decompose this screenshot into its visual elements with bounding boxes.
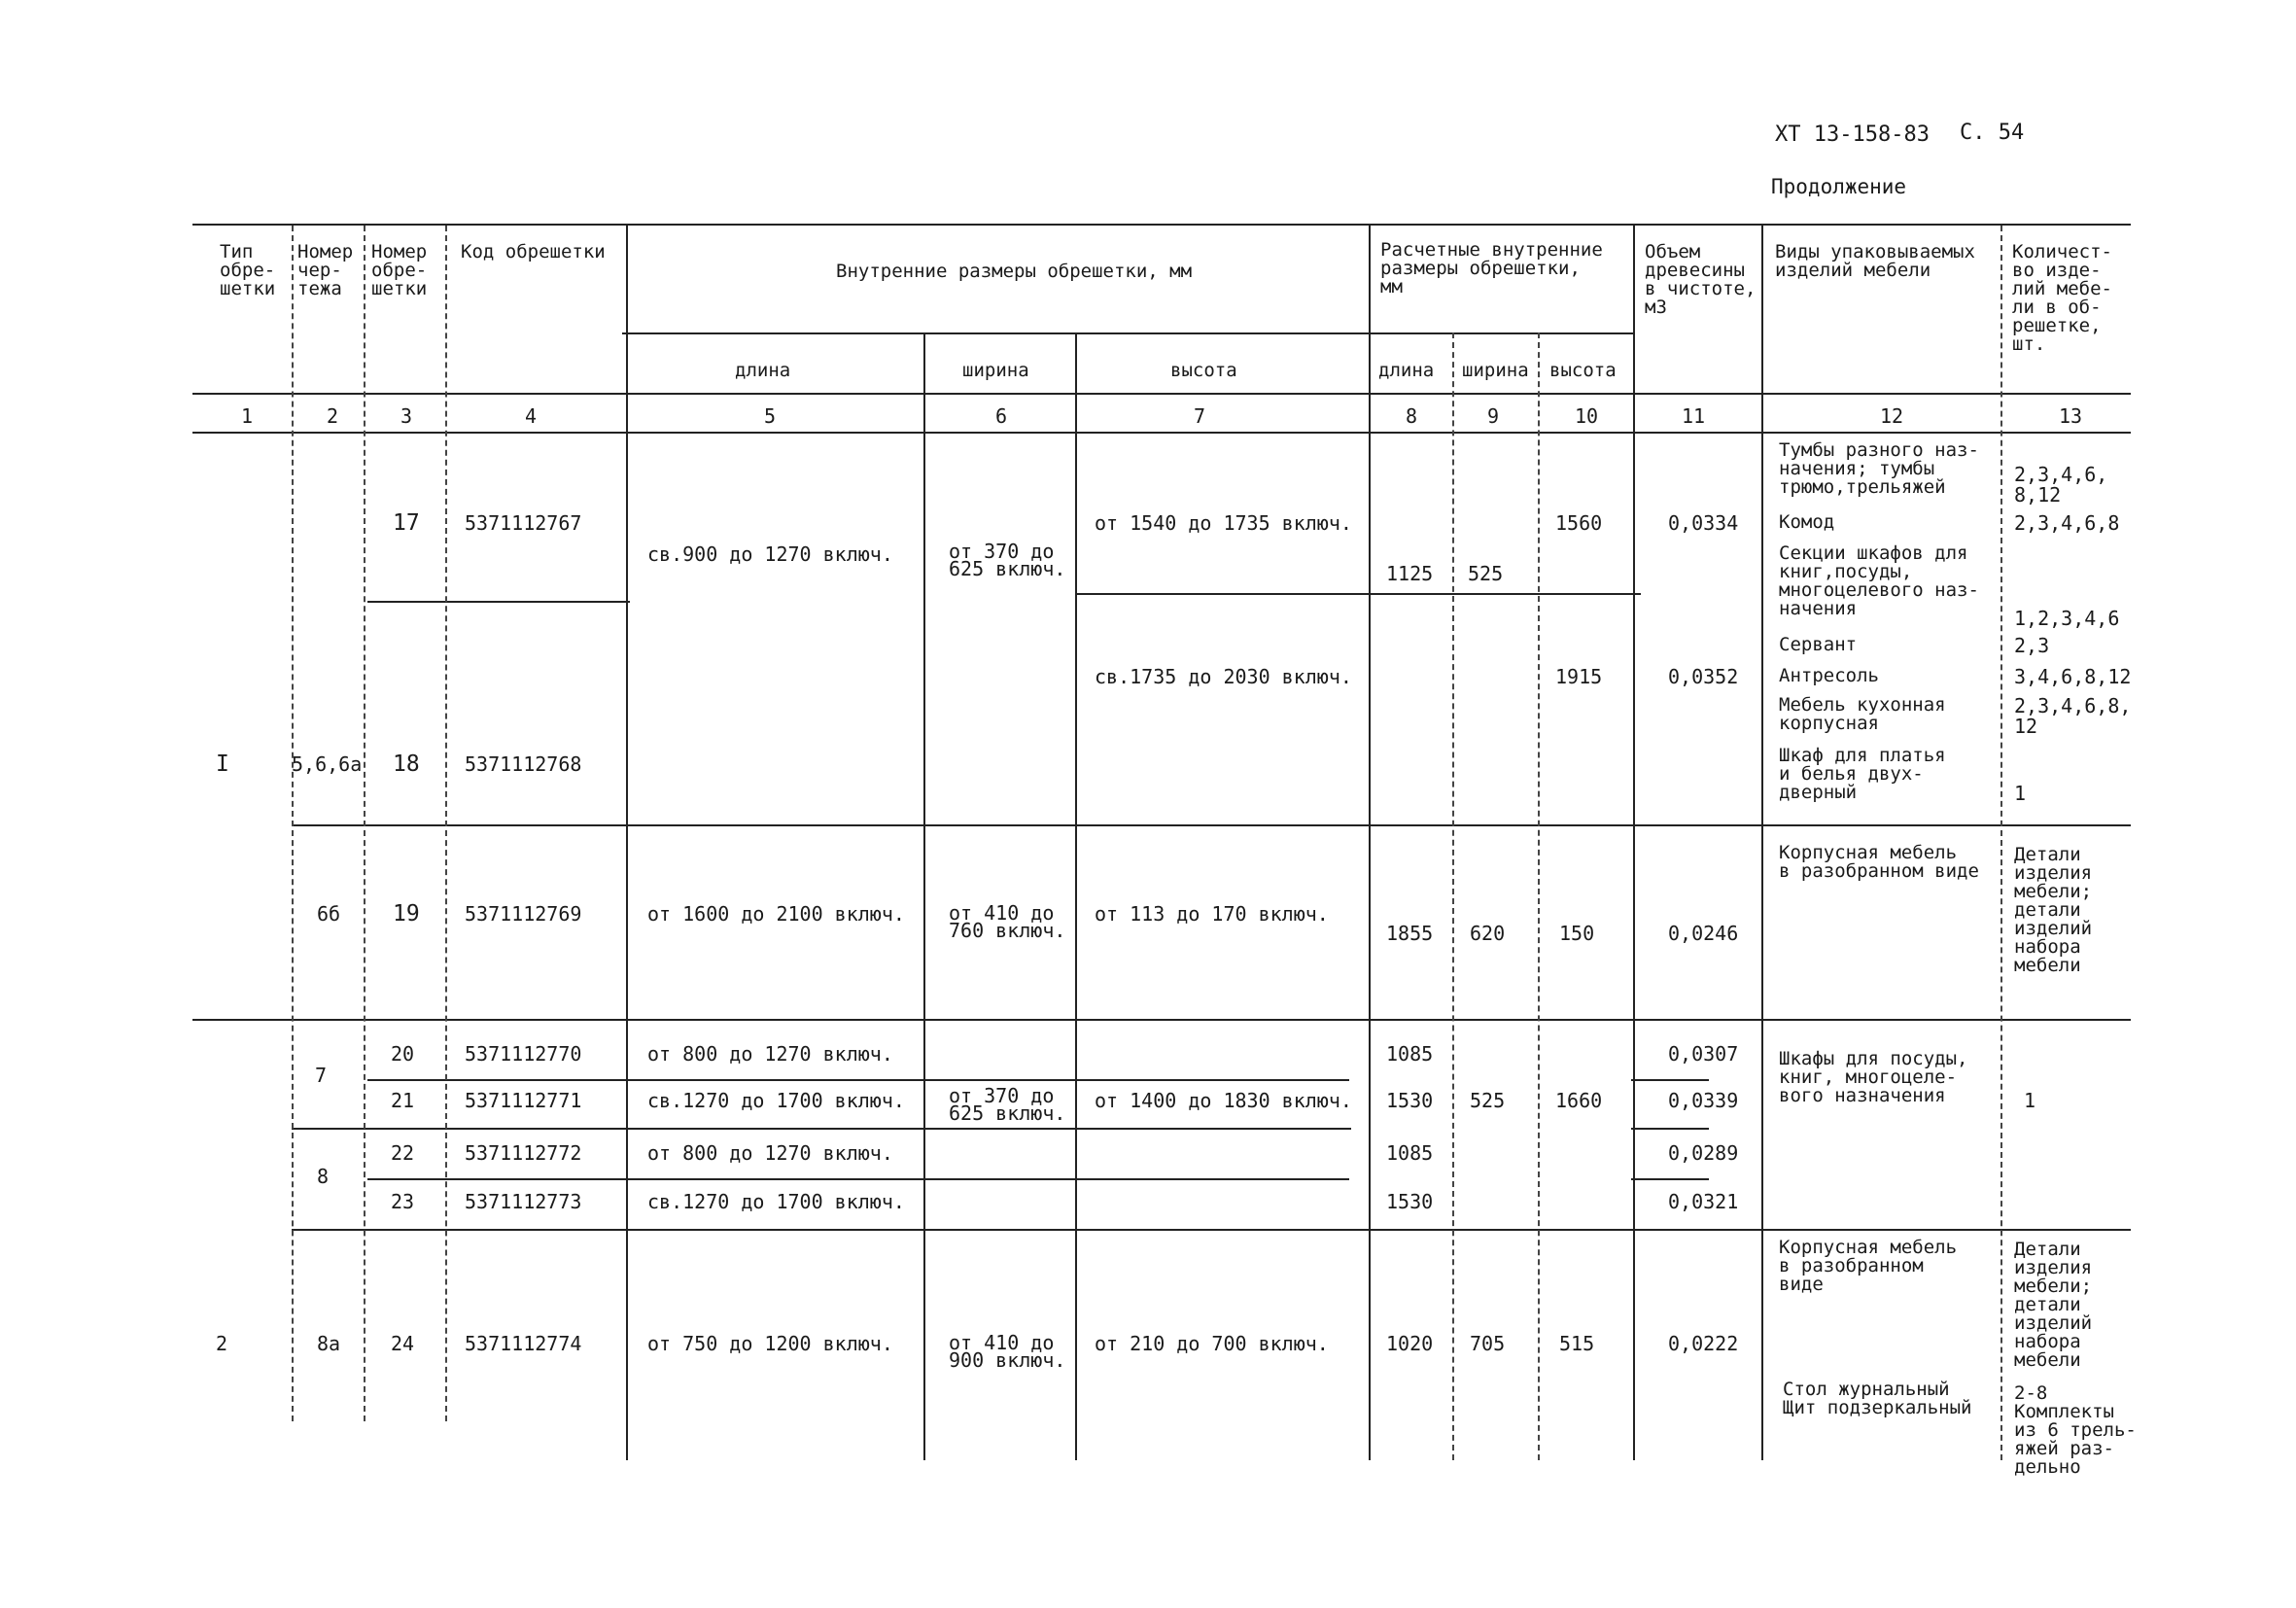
header-furniture-types: Виды упаковываемых изделий мебели [1775,241,1975,281]
furniture-item: Секции шкафов для книг,посуды, многоцелевого наз- начения [1779,542,1979,619]
volume-18: 0,0352 [1668,665,1739,688]
quantity-item: 2,3,4,6, 8,12 [2014,463,2108,507]
quantity-item: 1,2,3,4,6 [2014,607,2120,630]
calc-width-20: 525 [1470,1089,1506,1112]
calc-width-24: 705 [1470,1332,1506,1355]
colnum-7: 7 [1194,404,1206,428]
length-21: св.1270 до 1700 включ. [647,1089,905,1112]
header-drawing-number: Номер чер- тежа [297,241,354,299]
volume-23: 0,0321 [1668,1190,1739,1213]
volume-19: 0,0246 [1668,922,1739,945]
page-number: С. 54 [1960,121,2025,145]
crate-code-24: 5371112774 [465,1332,582,1355]
height-17: от 1540 до 1735 включ. [1095,511,1352,535]
width-19: от 410 до 760 включ. [949,901,1066,942]
volume-24: 0,0222 [1668,1332,1739,1355]
furniture-item-20: Шкафы для посуды, книг, многоцеле- вого назначения [1779,1048,1968,1106]
calc-length-23: 1530 [1386,1190,1434,1213]
crate-code-18: 5371112768 [465,752,582,776]
header-wood-volume: Объем древесины в чистоте, м3 [1645,241,1757,318]
drawing-8: 8 [317,1165,330,1188]
colnum-4: 4 [525,404,538,428]
header-inner-dimensions: Внутренние размеры обрешетки, мм [836,261,1193,282]
height-24: от 210 до 700 включ. [1095,1332,1329,1355]
calc-height-20: 1660 [1555,1089,1603,1112]
height-20: от 1400 до 1830 включ. [1095,1089,1352,1112]
document-code: ХТ 13-158-83 [1775,122,1930,147]
quantity-item: 1 [2014,782,2027,805]
calc-length-22: 1085 [1386,1141,1434,1165]
length-24: от 750 до 1200 включ. [647,1332,893,1355]
header-quantity: Количест- во изде- лий мебе- ли в об- решетке, шт. [2012,241,2112,355]
crate-number-21: 21 [391,1089,415,1112]
width-17: от 370 до 625 включ. [949,540,1066,580]
width-20: от 370 до 625 включ. [949,1084,1066,1125]
drawing-6b: 6б [317,902,341,926]
crate-type-1: I [216,752,229,777]
quantity-item: 2,3,4,6,8 [2014,511,2120,535]
colnum-10: 10 [1575,404,1599,428]
crate-number-20: 20 [391,1042,415,1066]
furniture-item: Сервант [1779,634,1858,655]
colnum-1: 1 [241,404,254,428]
header-calc-dimensions: Расчетные внутренние размеры обрешетки, мм [1380,239,1603,297]
crate-number-24: 24 [391,1332,415,1355]
crate-code-22: 5371112772 [465,1141,582,1165]
calc-width-19: 620 [1470,922,1506,945]
quantity-20: 1 [2024,1089,2036,1112]
calc-height-24: 515 [1559,1332,1595,1355]
calc-width-17: 525 [1468,562,1504,585]
crate-code-21: 5371112771 [465,1089,582,1112]
drawing-8a: 8а [317,1332,341,1355]
volume-21: 0,0339 [1668,1089,1739,1112]
crate-code-20: 5371112770 [465,1042,582,1066]
colnum-9: 9 [1487,404,1500,428]
furniture-item: Антресоль [1779,665,1879,686]
crate-type-2: 2 [216,1332,228,1355]
header-length: длина [735,360,791,381]
length-22: от 800 до 1270 включ. [647,1141,893,1165]
quantity-item: 2,3 [2014,634,2050,657]
header-crate-code: Код обрешетки [461,241,606,262]
colnum-5: 5 [764,404,777,428]
calc-height-17: 1560 [1555,511,1603,535]
furniture-item-19: Корпусная мебель в разобранном виде [1779,842,1979,882]
furniture-item: Тумбы разного наз- начения; тумбы трюмо,трельяжей [1779,439,1979,498]
header-calc-length: длина [1378,360,1435,381]
calc-height-18: 1915 [1555,665,1603,688]
crate-number-17: 17 [393,510,420,536]
length-23: св.1270 до 1700 включ. [647,1190,905,1213]
width-24: от 410 до 900 включ. [949,1331,1066,1372]
volume-20: 0,0307 [1668,1042,1739,1066]
length-20: от 800 до 1270 включ. [647,1042,893,1066]
colnum-6: 6 [995,404,1008,428]
furniture-item: Комод [1779,511,1835,533]
quantity-24b: 2-8 Комплекты из 6 трель- яжей раз- дельно [2014,1382,2137,1478]
header-crate-type: Тип обре- шетки [220,241,276,299]
quantity-item: 2,3,4,6,8, 12 [2014,694,2132,738]
crate-code-17: 5371112767 [465,511,582,535]
height-18: св.1735 до 2030 включ. [1095,665,1352,688]
header-width: ширина [962,360,1029,381]
colnum-2: 2 [327,404,339,428]
calc-height-19: 150 [1559,922,1595,945]
length-19: от 1600 до 2100 включ. [647,902,905,926]
drawing-5-6-6a: 5,6,6а [292,752,363,776]
crate-code-19: 5371112769 [465,902,582,926]
header-calc-width: ширина [1462,360,1529,381]
crate-number-18: 18 [393,752,420,777]
colnum-12: 12 [1880,404,1904,428]
crate-number-22: 22 [391,1141,415,1165]
volume-17: 0,0334 [1668,511,1739,535]
colnum-8: 8 [1406,404,1418,428]
furniture-item: Шкаф для платья и белья двух- дверный [1779,745,1946,803]
calc-length-19: 1855 [1386,922,1434,945]
furniture-item-24b: Стол журнальный Щит подзеркальный [1783,1379,1972,1418]
header-crate-number: Номер обре- шетки [371,241,428,299]
continuation-label: Продолжение [1771,175,1907,198]
volume-22: 0,0289 [1668,1141,1739,1165]
calc-length-21: 1530 [1386,1089,1434,1112]
height-19: от 113 до 170 включ. [1095,902,1329,926]
quantity-item: 3,4,6,8,12 [2014,665,2132,688]
colnum-11: 11 [1682,404,1706,428]
crate-code-23: 5371112773 [465,1190,582,1213]
calc-length-20: 1085 [1386,1042,1434,1066]
header-height: высота [1170,360,1237,381]
crate-number-19: 19 [393,901,420,926]
crate-number-23: 23 [391,1190,415,1213]
calc-length-24: 1020 [1386,1332,1434,1355]
calc-length-17: 1125 [1386,562,1434,585]
colnum-3: 3 [400,404,413,428]
furniture-item: Мебель кухонная корпусная [1779,694,1946,734]
header-calc-height: высота [1549,360,1617,381]
quantity-24a: Детали изделия мебели; детали изделий набора мебели [2014,1239,2093,1371]
colnum-13: 13 [2059,404,2083,428]
length-17: св.900 до 1270 включ. [647,542,893,566]
furniture-item-24a: Корпусная мебель в разобранном виде [1779,1237,1958,1295]
quantity-19: Детали изделия мебели; детали изделий набора мебели [2014,844,2093,976]
drawing-7: 7 [315,1064,328,1087]
